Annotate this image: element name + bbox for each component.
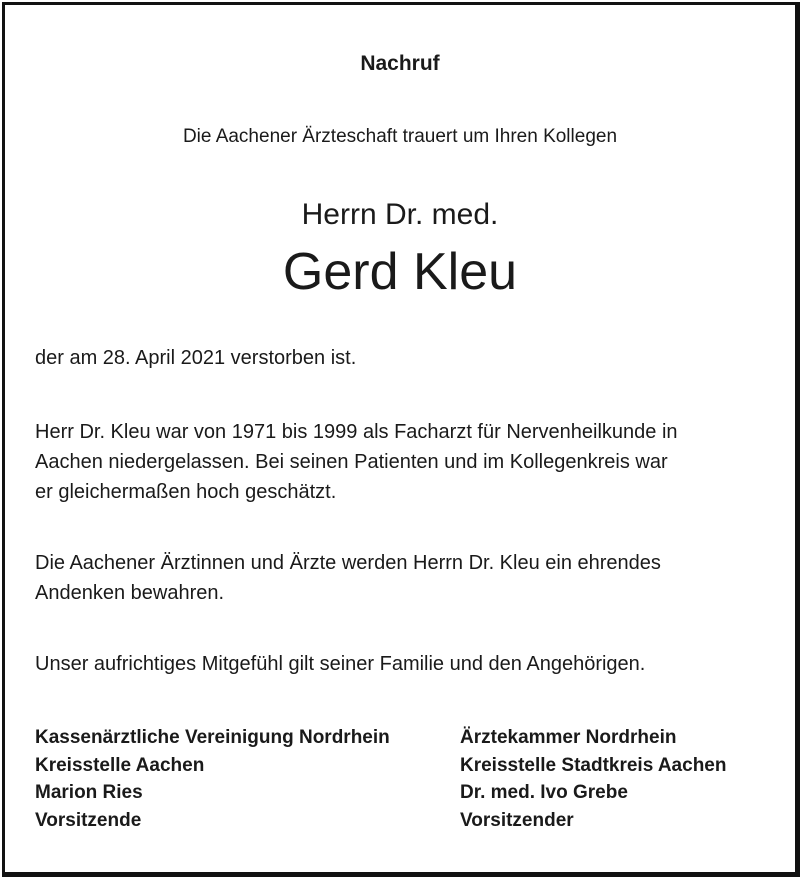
signature-role: Vorsitzende: [35, 809, 142, 831]
signature-person: Marion Ries: [35, 782, 143, 803]
death-date-line: der am 28. April 2021 verstorben ist.: [35, 347, 357, 369]
career-line: er gleichermaßen hoch geschätzt.: [35, 481, 337, 503]
remembrance-line: Die Aachener Ärztinnen und Ärzte werden Herrn Dr. Kleu ein ehrendes: [35, 552, 661, 574]
notice-title: Nachruf: [360, 52, 440, 75]
signature-block-left: [35, 724, 390, 834]
signature-branch: Kreisstelle Stadtkreis Aachen: [460, 754, 727, 776]
career-line: Herr Dr. Kleu war von 1971 bis 1999 als Facharzt für Nervenheilkunde in: [35, 421, 678, 443]
signature-person: Dr. med. Ivo Grebe: [460, 782, 628, 803]
signature-organization: Ärztekammer Nordrhein: [460, 727, 677, 748]
career-paragraph: [35, 417, 678, 507]
condolence-line: Unser aufrichtiges Mitgefühl gilt seiner Familie und den Angehörigen.: [35, 653, 646, 675]
signature-role: Vorsitzender: [460, 809, 574, 831]
signature-branch: Kreisstelle Aachen: [35, 754, 205, 776]
career-line: Aachen niedergelassen. Bei seinen Patienten und im Kollegenkreis war: [35, 451, 668, 473]
signature-organization: Kassenärztliche Vereinigung Nordrhein: [35, 727, 390, 748]
honorific: Herrn Dr. med.: [301, 198, 499, 231]
deceased-name: Gerd Kleu: [282, 243, 518, 301]
remembrance-line: Andenken bewahren.: [35, 582, 225, 604]
signature-block-right: [460, 724, 726, 834]
intro-line: Die Aachener Ärzteschaft trauert um Ihren Kollegen: [182, 126, 618, 147]
remembrance-paragraph: [35, 548, 661, 608]
